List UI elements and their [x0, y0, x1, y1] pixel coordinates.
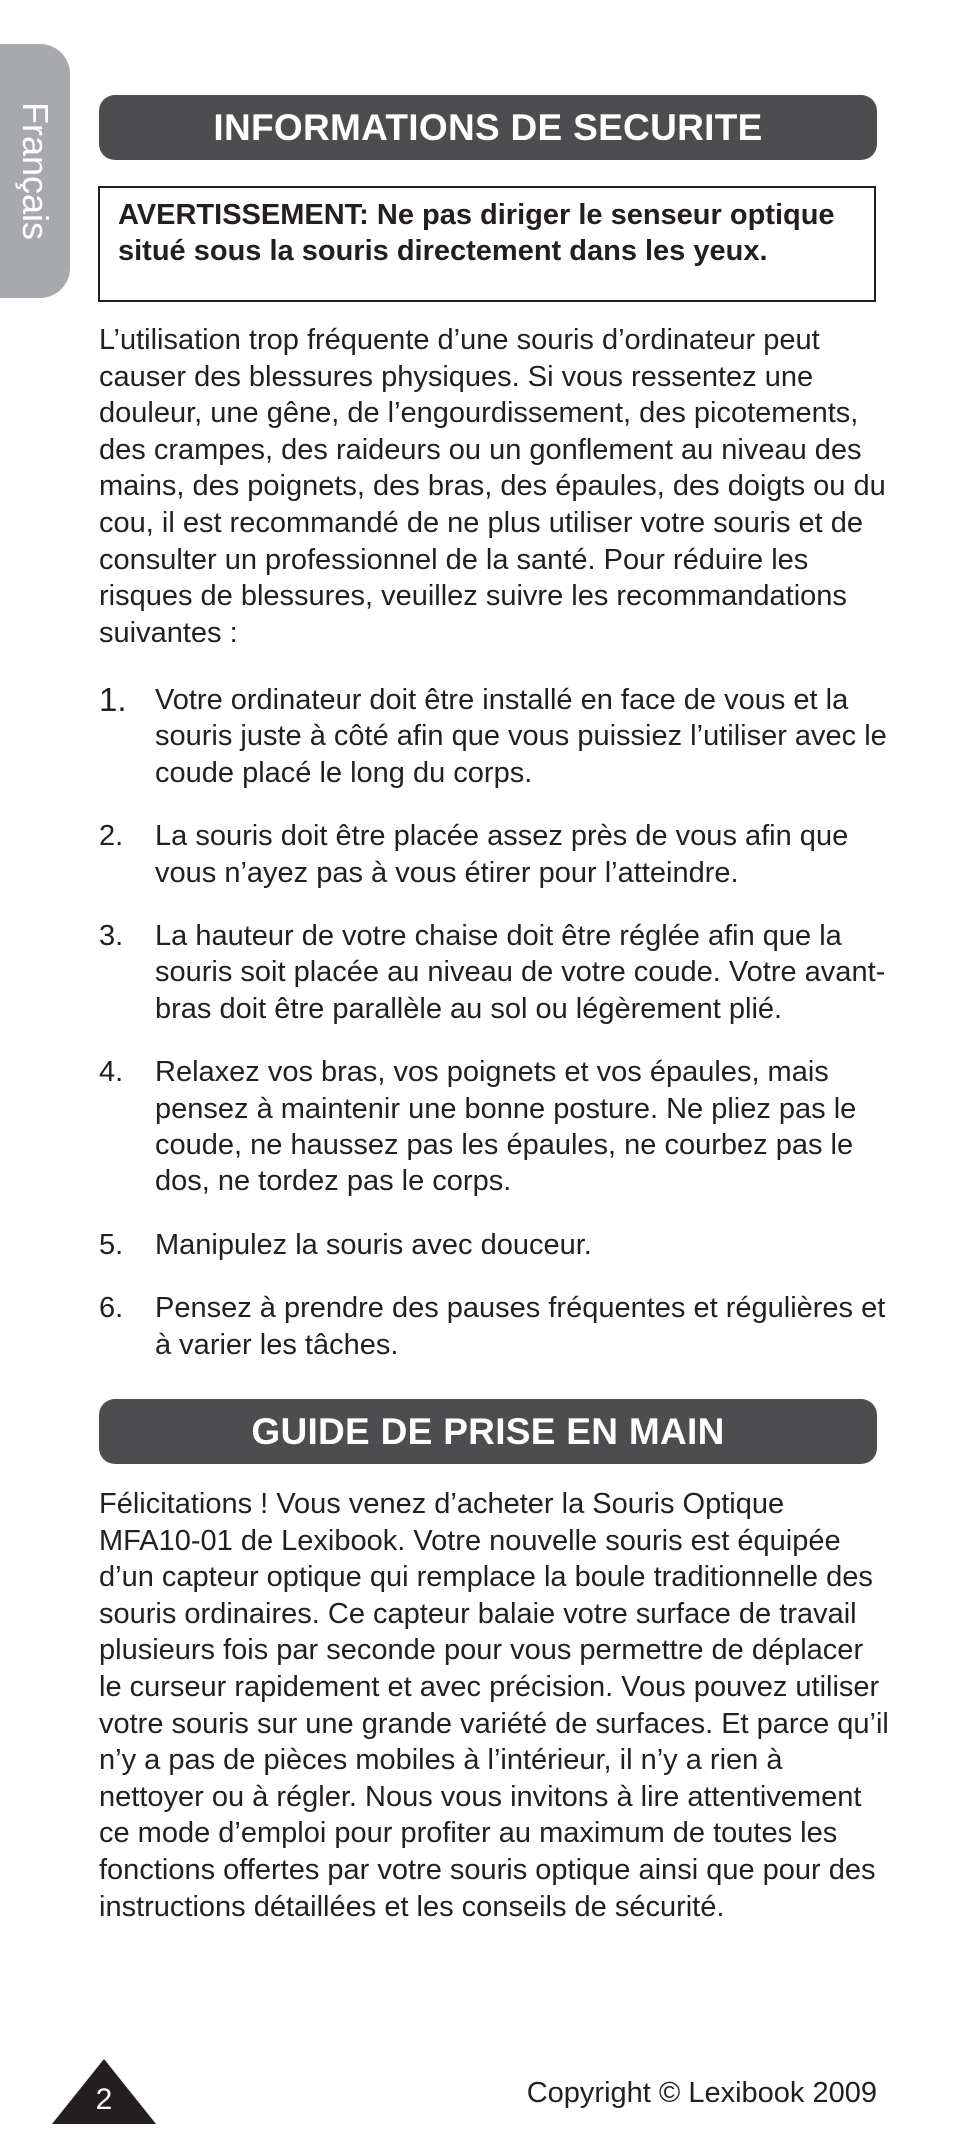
- list-item-text: Manipulez la souris avec douceur.: [155, 1228, 592, 1261]
- list-item-number: 1.: [99, 681, 127, 718]
- safety-recommendations-list: [99, 682, 889, 1390]
- list-item-text: Relaxez vos bras, vos poignets et vos épaules, mais pensez à maintenir une bonne posture. Ne pliez pas le coude, ne haussez pas les épaules, ne courbez pas le dos, ne tordez pas le corps.: [155, 1056, 857, 1198]
- list-item-text: Pensez à prendre des pauses fréquentes et régulières et à varier les tâches.: [155, 1292, 886, 1361]
- guide-body-paragraph: Félicitations ! Vous venez d’acheter la Souris Optique MFA10-01 de Lexibook. Votre nouvelle souris est équipée d’un capteur optique qui remplace la boule traditionnelle des souris ordinaires. Ce capteur balaie votre surface de travail plusieurs fois par seconde pour vous permettre de déplacer le curseur rapidement et avec précision. Vous pouvez utiliser votre souris sur une grande variété de surfaces. Et parce qu’il n’y a pas de pièces mobiles à l’intérieur, il n’y a rien à nettoyer ou à régler. Nous vous invitons à lire attentivement ce mode d’emploi pour profiter au maximum de toutes les fonctions offertes par votre souris optique ainsi que pour des instructions détaillées et les conseils de sécurité.: [99, 1488, 889, 1923]
- language-side-tab: [0, 44, 70, 298]
- warning-box: AVERTISSEMENT: Ne pas diriger le senseur optique situé sous la souris directement dans les yeux.: [98, 186, 876, 302]
- list-item-number: 4.: [99, 1056, 124, 1089]
- language-label: Français: [15, 101, 56, 241]
- list-item-number: 2.: [99, 820, 124, 853]
- safety-section-title: INFORMATIONS DE SECURITE: [99, 95, 877, 160]
- list-item-number: 3.: [99, 920, 124, 953]
- list-item: [99, 1227, 889, 1263]
- list-item: [99, 1054, 889, 1200]
- copyright-notice: Copyright © Lexibook 2009: [526, 2077, 877, 2109]
- list-item: [99, 682, 889, 791]
- list-item-text: Votre ordinateur doit être installé en face de vous et la souris juste à côté afin que vous puissiez l’utiliser avec le coude placé le long du corps.: [155, 684, 887, 789]
- list-item-number: 5.: [99, 1228, 124, 1261]
- list-item-text: La hauteur de votre chaise doit être réglée afin que la souris soit placée au niveau de votre coude. Votre avant-bras doit être parallèle au sol ou légèrement plié.: [155, 920, 886, 1025]
- list-item-number: 6.: [99, 1292, 124, 1325]
- list-item: [99, 1290, 889, 1363]
- safety-intro-paragraph: L’utilisation trop fréquente d’une souris d’ordinateur peut causer des blessures physiques. Si vous ressentez une douleur, une gêne, de l’engourdissement, des picotements, des crampes, des raideurs ou un gonflement au niveau des mains, des poignets, des bras, des épaules, des doigts ou du cou, il est recommandé de ne plus utiliser votre souris et de consulter un professionnel de la santé. Pour réduire les risques de blessures, veuillez suivre les recommandations suivantes :: [99, 324, 886, 649]
- list-item-text: La souris doit être placée assez près de vous afin que vous n’ayez pas à vous étirer pour l’atteindre.: [155, 820, 849, 889]
- list-item: [99, 818, 889, 891]
- list-item: [99, 918, 889, 1027]
- guide-section-title: GUIDE DE PRISE EN MAIN: [99, 1399, 877, 1464]
- page-number: 2: [95, 2083, 113, 2116]
